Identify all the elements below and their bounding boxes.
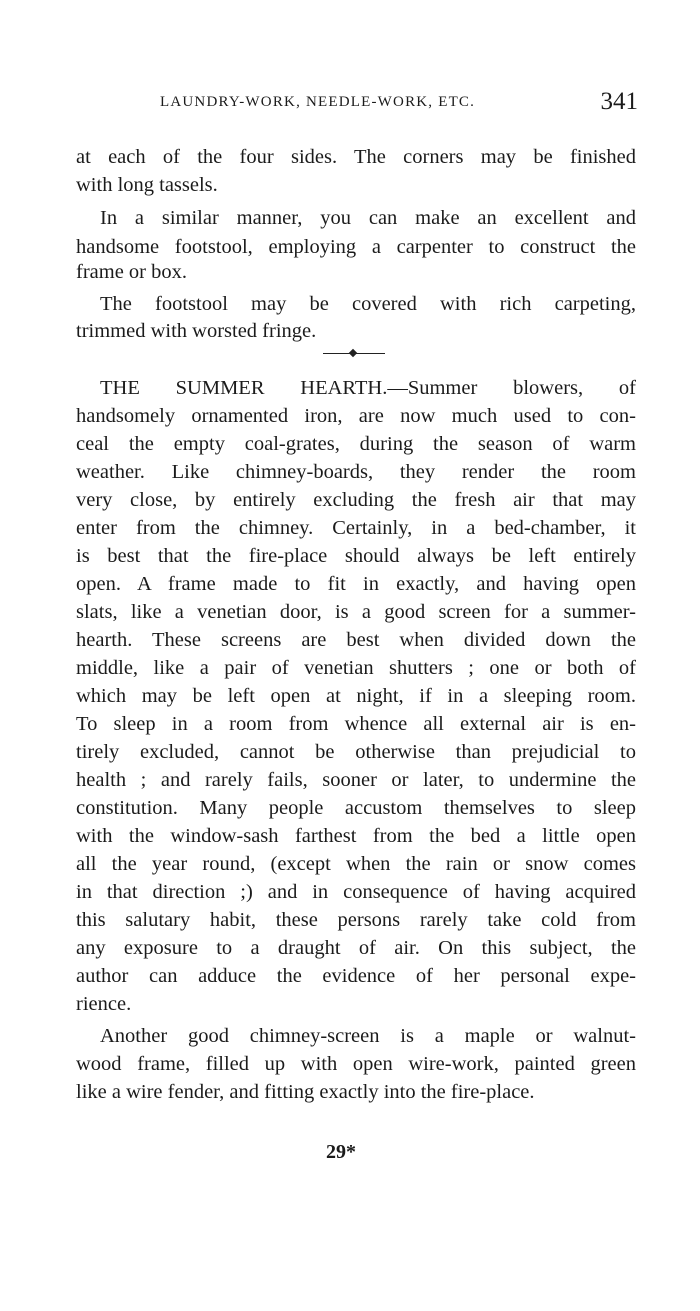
text-line: health ; and rarely fails, sooner or later, to undermine the — [76, 769, 636, 791]
text-line: slats, like a venetian door, is a good screen for a summer- — [76, 601, 636, 623]
section-divider — [323, 349, 385, 359]
page-number: 341 — [600, 88, 638, 115]
text-line: author can adduce the evidence of her personal expe- — [76, 965, 636, 987]
text-line: this salutary habit, these persons rarely take cold from — [76, 909, 636, 931]
signature-mark: 29* — [326, 1141, 356, 1163]
text-line: rience. — [76, 993, 132, 1015]
text-line: with long tassels. — [76, 174, 218, 196]
text-line: The footstool may be covered with rich carpeting, — [100, 293, 636, 315]
text-line: frame or box. — [76, 261, 187, 283]
text-line: constitution. Many people accustom themselves to sleep — [76, 797, 636, 819]
text-line: open. A frame made to fit in exactly, and having open — [76, 573, 636, 595]
text-line: In a similar manner, you can make an excellent and — [100, 207, 636, 229]
text-line: all the year round, (except when the rain or snow comes — [76, 853, 636, 875]
text-line: trimmed with worsted fringe. — [76, 320, 317, 342]
running-head — [150, 88, 640, 118]
text-line: tirely excluded, cannot be otherwise than prejudicial to — [76, 741, 636, 763]
text-line: weather. Like chimney-boards, they render the room — [76, 461, 636, 483]
text-line: wood frame, filled up with open wire-work, painted green — [76, 1053, 636, 1075]
text-line: is best that the fire-place should always be left entirely — [76, 545, 636, 567]
text-line: middle, like a pair of venetian shutters ; one or both of — [76, 657, 636, 679]
text-line: To sleep in a room from whence all external air is en- — [76, 713, 636, 735]
text-line: very close, by entirely excluding the fresh air that may — [76, 489, 636, 511]
section-heading-line: THE SUMMER HEARTH.—Summer blowers, of — [100, 377, 636, 399]
text-line: Another good chimney-screen is a maple or walnut- — [100, 1025, 636, 1047]
text-line: any exposure to a draught of air. On this subject, the — [76, 937, 636, 959]
text-line: in that direction ;) and in consequence of having acquired — [76, 881, 636, 903]
text-line: handsome footstool, employing a carpenter to construct the — [76, 236, 636, 258]
text-line: with the window-sash farthest from the bed a little open — [76, 825, 636, 847]
text-line: ceal the empty coal-grates, during the season of warm — [76, 433, 636, 455]
text-line: enter from the chimney. Certainly, in a bed-chamber, it — [76, 517, 636, 539]
text-line: which may be left open at night, if in a sleeping room. — [76, 685, 636, 707]
text-line: at each of the four sides. The corners may be finished — [76, 146, 636, 168]
text-line: handsomely ornamented iron, are now much used to con- — [76, 405, 636, 427]
text-line: hearth. These screens are best when divided down the — [76, 629, 636, 651]
running-title: LAUNDRY-WORK, NEEDLE-WORK, ETC. — [160, 94, 476, 110]
diamond-ornament-icon — [349, 349, 357, 357]
text-line: like a wire fender, and fitting exactly into the fire-place. — [76, 1081, 535, 1103]
